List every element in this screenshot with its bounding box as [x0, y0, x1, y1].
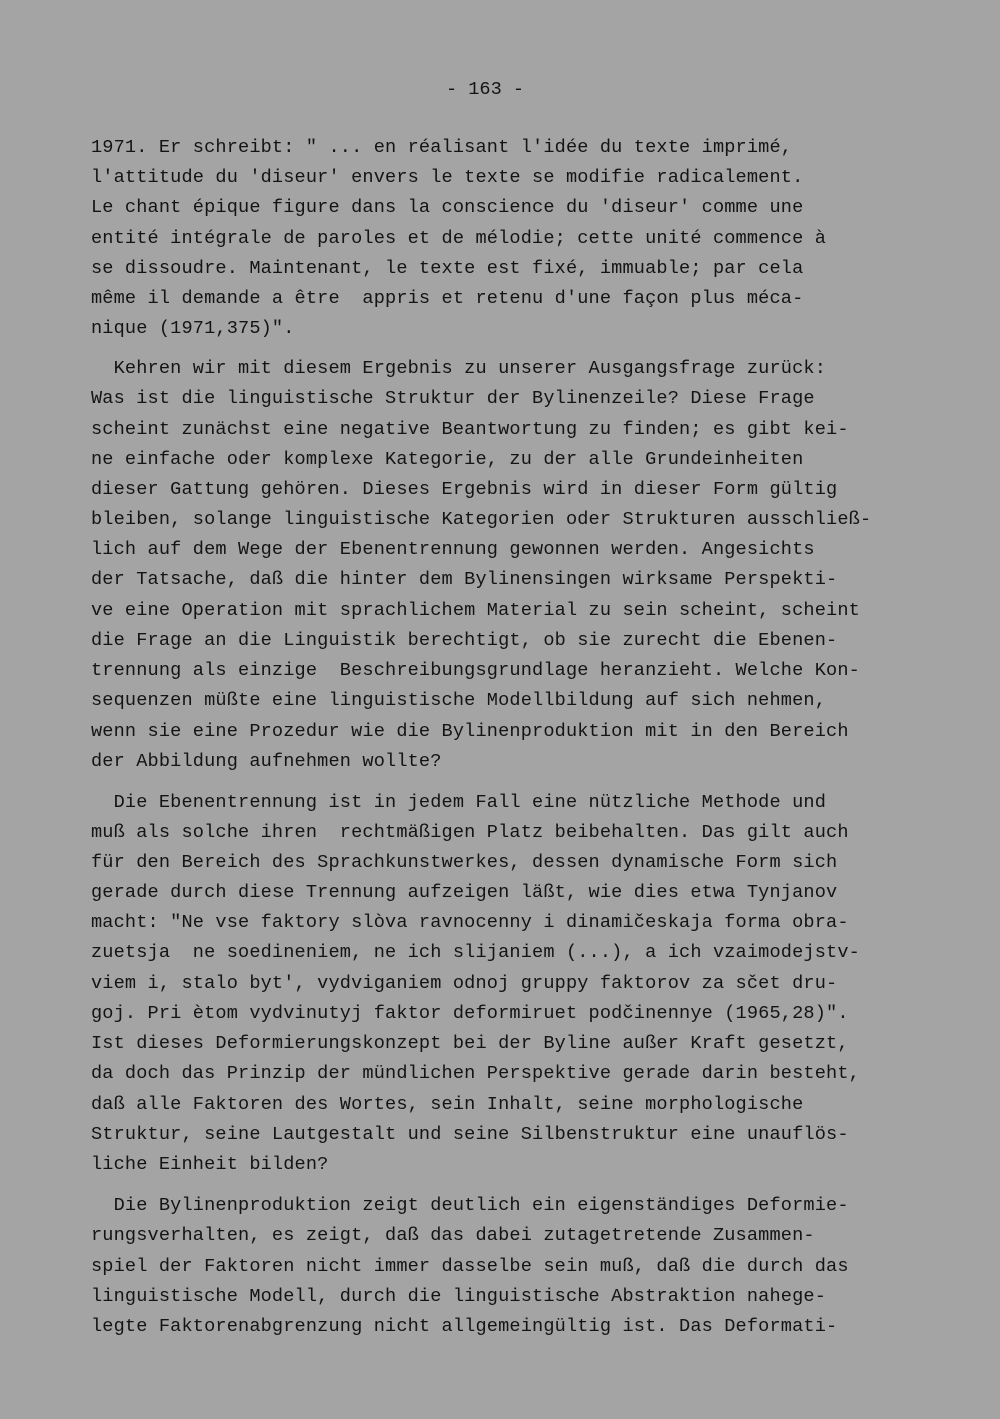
text-line: zuetsja ne soedineniem, ne ich slijaniem (...), a ich vzaimodejstv- — [91, 942, 860, 963]
text-line: 1971. Er schreibt: " ... en réalisant l'idée du texte imprimé, — [91, 137, 793, 158]
text-line: linguistische Modell, durch die linguistische Abstraktion nahege- — [91, 1286, 827, 1307]
text-line: rungsverhalten, es zeigt, daß das dabei zutagetretende Zusammen- — [91, 1225, 815, 1246]
text-line: lich auf dem Wege der Ebenentrennung gewonnen werden. Angesichts — [91, 539, 815, 560]
text-line: gerade durch diese Trennung aufzeigen läßt, wie dies etwa Tynjanov — [91, 882, 838, 903]
text-line: ne einfache oder komplexe Kategorie, zu der alle Grundeinheiten — [91, 449, 804, 470]
text-line: die Frage an die Linguistik berechtigt, ob sie zurecht die Ebenen- — [91, 630, 838, 651]
text-line: sequenzen müßte eine linguistische Modellbildung auf sich nehmen, — [91, 690, 827, 711]
text-line: entité intégrale de paroles et de mélodie; cette unité commence à — [91, 228, 827, 249]
text-line: se dissoudre. Maintenant, le texte est fixé, immuable; par cela — [91, 258, 804, 279]
text-line: muß als solche ihren rechtmäßigen Platz beibehalten. Das gilt auch — [91, 822, 849, 843]
text-line: daß alle Faktoren des Wortes, sein Inhalt, seine morphologische — [91, 1094, 804, 1115]
text-line: wenn sie eine Prozedur wie die Bylinenproduktion mit in den Bereich — [91, 721, 849, 742]
text-line: goj. Pri ètom vydvinutyj faktor deformiruet podčinennye (1965,28)". — [91, 1003, 849, 1024]
text-line: spiel der Faktoren nicht immer dasselbe sein muß, daß die durch das — [91, 1256, 849, 1277]
text-line: der Abbildung aufnehmen wollte? — [91, 751, 442, 772]
text-line: même il demande a être appris et retenu d'une façon plus méca- — [91, 288, 804, 309]
text-line: Die Bylinenproduktion zeigt deutlich ein eigenständiges Deformie- — [91, 1195, 849, 1216]
text-line: ve eine Operation mit sprachlichem Material zu sein scheint, scheint — [91, 600, 860, 621]
text-line: legte Faktorenabgrenzung nicht allgemeingültig ist. Das Deformati- — [91, 1316, 838, 1337]
text-line: Was ist die linguistische Struktur der Bylinenzeile? Diese Frage — [91, 388, 815, 409]
text-line: da doch das Prinzip der mündlichen Perspektive gerade darin besteht, — [91, 1063, 860, 1084]
page-number: - 163 - — [445, 79, 525, 100]
text-line: bleiben, solange linguistische Kategorien oder Strukturen ausschließ- — [91, 509, 872, 530]
text-line: dieser Gattung gehören. Dieses Ergebnis wird in dieser Form gültig — [91, 479, 838, 500]
text-line: Kehren wir mit diesem Ergebnis zu unserer Ausgangsfrage zurück: — [91, 358, 827, 379]
text-line: liche Einheit bilden? — [91, 1154, 329, 1175]
text-line: Le chant épique figure dans la conscience du 'diseur' comme une — [91, 197, 804, 218]
text-line: scheint zunächst eine negative Beantwortung zu finden; es gibt kei- — [91, 419, 849, 440]
text-line: Struktur, seine Lautgestalt und seine Silbenstruktur eine unauflös- — [91, 1124, 849, 1145]
text-line: für den Bereich des Sprachkunstwerkes, dessen dynamische Form sich — [91, 852, 838, 873]
text-line: viem i, stalo byt', vydviganiem odnoj gruppy faktorov za sčet dru- — [91, 973, 838, 994]
text-line: l'attitude du 'diseur' envers le texte se modifie radicalement. — [91, 167, 804, 188]
text-line: nique (1971,375)". — [91, 318, 295, 339]
text-line: Die Ebenentrennung ist in jedem Fall eine nützliche Methode und — [91, 792, 827, 813]
text-line: der Tatsache, daß die hinter dem Bylinensingen wirksame Perspekti- — [91, 569, 838, 590]
text-line: trennung als einzige Beschreibungsgrundlage heranzieht. Welche Kon- — [91, 660, 860, 681]
text-line: macht: "Ne vse faktory slòva ravnocenny i dinamičeskaja forma obra- — [91, 912, 849, 933]
text-line: Ist dieses Deformierungskonzept bei der Byline außer Kraft gesetzt, — [91, 1033, 849, 1054]
